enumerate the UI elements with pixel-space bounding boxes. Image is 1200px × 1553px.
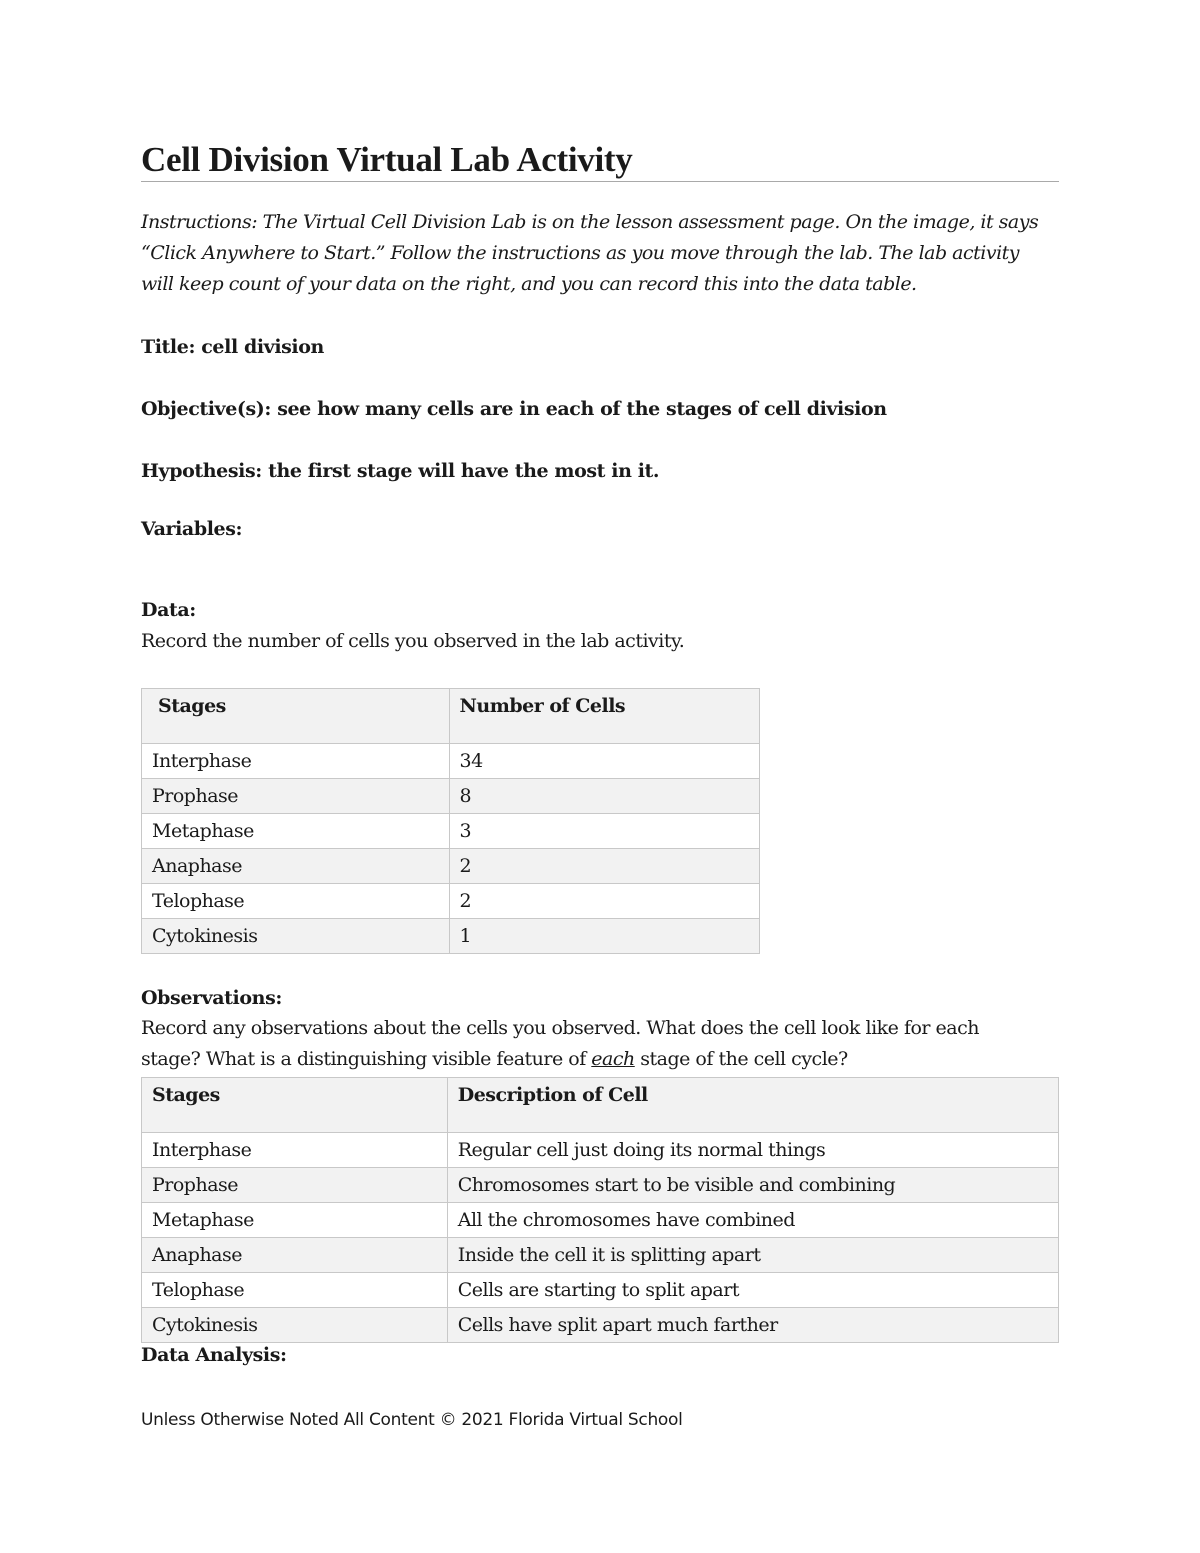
stage-cell: Cytokinesis: [142, 919, 450, 954]
table-row: [142, 1308, 1059, 1343]
data-prompt: Record the number of cells you observed in the lab activity.: [141, 630, 685, 652]
table-row: [142, 1168, 1059, 1203]
data-label: Data:: [141, 599, 196, 621]
description-cell: Cells have split apart much farther: [447, 1308, 1058, 1343]
count-cell: 2: [449, 849, 759, 884]
table-row: [142, 1273, 1059, 1308]
count-cell: 3: [449, 814, 759, 849]
stage-cell: Interphase: [142, 744, 450, 779]
table-header-row: [142, 689, 760, 744]
observations-table: [141, 1077, 1059, 1343]
description-header: Description of Cell: [447, 1078, 1058, 1133]
stage-cell: Telophase: [142, 1273, 448, 1308]
hypothesis-field: Hypothesis: the first stage will have the most in it.: [141, 460, 660, 482]
stage-cell: Metaphase: [142, 1203, 448, 1238]
stages-header: Stages: [142, 1078, 448, 1133]
table-row: [142, 779, 760, 814]
document-page: [141, 0, 1059, 1553]
page-title: Cell Division Virtual Lab Activity: [141, 140, 1059, 182]
description-cell: Cells are starting to split apart: [447, 1273, 1058, 1308]
count-cell: 1: [449, 919, 759, 954]
table-row: [142, 814, 760, 849]
variables-label: Variables:: [141, 518, 243, 540]
stage-cell: Prophase: [142, 1168, 448, 1203]
title-field: Title: cell division: [141, 336, 324, 358]
stage-cell: Interphase: [142, 1133, 448, 1168]
observations-prompt-emphasis: each: [591, 1048, 635, 1070]
stages-header: Stages: [142, 689, 450, 744]
description-cell: Regular cell just doing its normal things: [447, 1133, 1058, 1168]
table-row: [142, 744, 760, 779]
stage-cell: Anaphase: [142, 1238, 448, 1273]
description-cell: Inside the cell it is splitting apart: [447, 1238, 1058, 1273]
description-cell: All the chromosomes have combined: [447, 1203, 1058, 1238]
description-cell: Chromosomes start to be visible and combining: [447, 1168, 1058, 1203]
data-analysis-label: Data Analysis:: [141, 1344, 287, 1366]
copyright-footer: Unless Otherwise Noted All Content © 2021 Florida Virtual School: [141, 1410, 683, 1430]
count-cell: 34: [449, 744, 759, 779]
observations-label: Observations:: [141, 987, 282, 1009]
table-header-row: [142, 1078, 1059, 1133]
table-row: [142, 1203, 1059, 1238]
table-row: [142, 884, 760, 919]
table-row: [142, 1133, 1059, 1168]
table-row: [142, 849, 760, 884]
stage-cell: Metaphase: [142, 814, 450, 849]
table-row: [142, 1238, 1059, 1273]
stage-cell: Cytokinesis: [142, 1308, 448, 1343]
count-cell: 8: [449, 779, 759, 814]
observations-prompt-part1: Record any observations about the cells you observed. What does the cell look like for each stage? What is a distinguishing visible feature of: [141, 1017, 979, 1070]
stage-cell: Telophase: [142, 884, 450, 919]
table-row: [142, 919, 760, 954]
stage-cell: Prophase: [142, 779, 450, 814]
instructions-text: Instructions: The Virtual Cell Division Lab is on the lesson assessment page. On the image, it says “Click Anywhere to Start.” Follow the instructions as you move through the lab. The lab activity will keep count of your data on the right, and you can record this into the data table.: [141, 211, 1039, 295]
stage-cell: Anaphase: [142, 849, 450, 884]
observations-prompt-part2: stage of the cell cycle?: [634, 1048, 848, 1070]
observations-prompt: [141, 1013, 1041, 1075]
objective-field: Objective(s): see how many cells are in each of the stages of cell division: [141, 398, 887, 420]
count-cell: 2: [449, 884, 759, 919]
cell-count-table: [141, 688, 760, 954]
number-of-cells-header: Number of Cells: [449, 689, 759, 744]
